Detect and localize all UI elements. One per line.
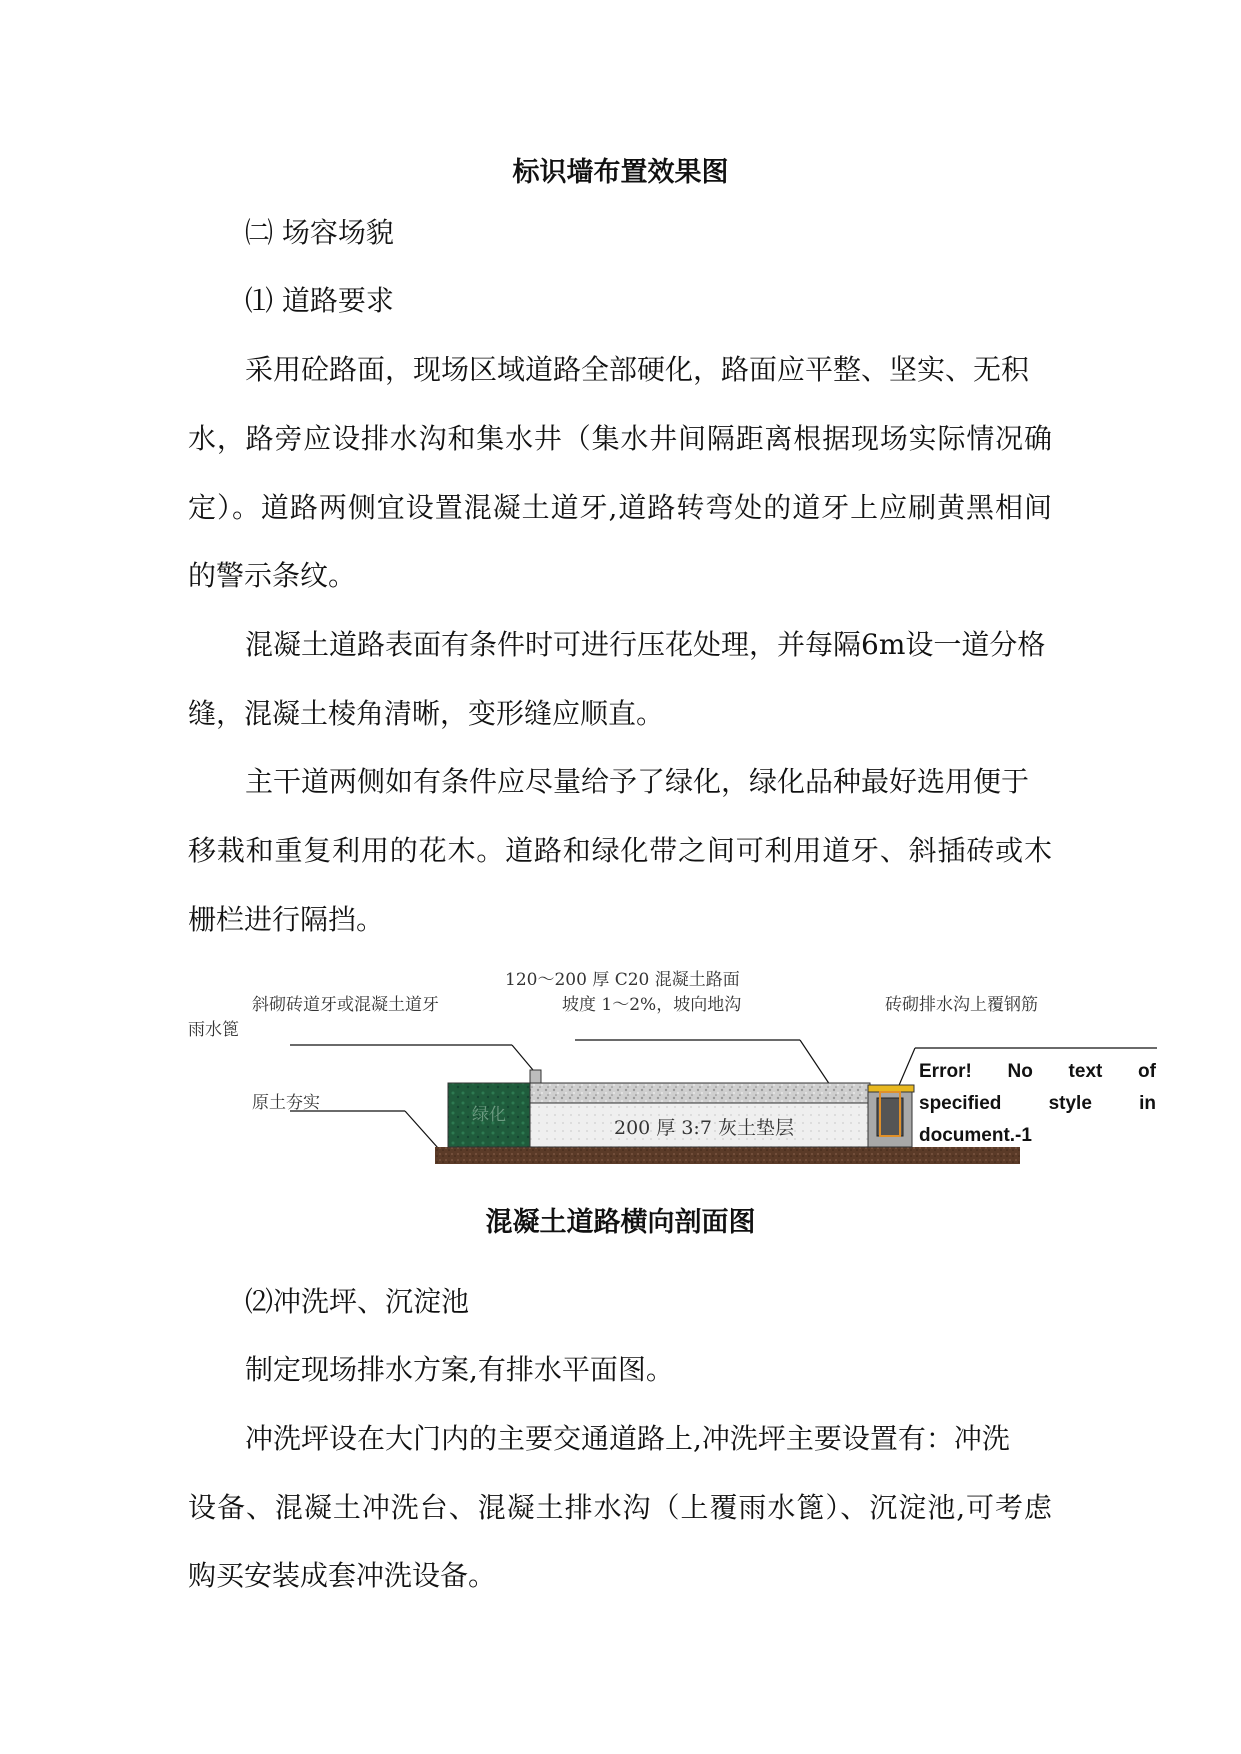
label-green: 绿化 (472, 1105, 506, 1125)
paragraph-line: 主干道两侧如有条件应尽量给予了绿化，绿化品种最好选用便于 (245, 765, 1030, 798)
figure-caption-road-section: 混凝土道路横向剖面图 (485, 1207, 756, 1238)
rain-grate (868, 1085, 914, 1092)
paragraph-line: 栅栏进行隔挡。 (188, 903, 385, 936)
paragraph-line: 采用砼路面，现场区域道路全部硬化，路面应平整、坚实、无积 (245, 353, 1030, 386)
soil-layer (435, 1147, 1020, 1164)
label-slope: 坡度 1～2%，坡向地沟 (562, 995, 742, 1015)
paragraph-line: 冲洗坪设在大门内的主要交通道路上,冲洗坪主要设置有：冲洗 (245, 1422, 1010, 1455)
subsection-heading-wash: ⑵冲洗坪、沉淀池 (245, 1285, 470, 1318)
label-curb: 斜砌砖道牙或混凝土道牙 (252, 995, 439, 1015)
paragraph-line: 缝，混凝土棱角清晰，变形缝应顺直。 (188, 697, 665, 730)
paragraph-line: 水，路旁应设排水沟和集水井（集水井间隔距离根据现场实际情况确 (188, 422, 1052, 455)
paragraph-line: 移栽和重复利用的花木。道路和绿化带之间可利用道牙、斜插砖或木 (188, 834, 1052, 867)
paragraph-line: 定）。道路两侧宜设置混凝土道牙,道路转弯处的道牙上应刷黄黑相间 (188, 491, 1052, 524)
concrete-pavement (530, 1083, 870, 1103)
paragraph-line: 混凝土道路表面有条件时可进行压花处理，并每隔6m设一道分格 (245, 628, 1046, 661)
label-pavement: 120～200 厚 C20 混凝土路面 (505, 970, 740, 990)
paragraph-line: 购买安装成套冲洗设备。 (188, 1559, 497, 1592)
label-grate: 雨水篦 (188, 1020, 239, 1040)
error-text-line: specified style in (919, 1093, 1156, 1114)
paragraph-line: 制定现场排水方案,有排水平面图。 (245, 1353, 674, 1386)
figure-caption-sign-wall: 标识墙布置效果图 (512, 157, 729, 188)
error-text-line: Error! No text of (919, 1061, 1156, 1082)
paragraph-line: 设备、混凝土冲洗台、混凝土排水沟（上覆雨水篦）、沉淀池,可考虑 (188, 1491, 1052, 1524)
label-base: 200 厚 3:7 灰土垫层 (614, 1117, 794, 1139)
section-heading: ㈡ 场容场貌 (245, 216, 394, 249)
subsection-heading-road: ⑴ 道路要求 (245, 284, 394, 317)
paragraph-line: 的警示条纹。 (188, 559, 357, 592)
label-drain: 砖砌排水沟上覆钢筋 (885, 995, 1038, 1015)
label-soil: 原土夯实 (252, 1093, 320, 1113)
error-text-line: document.-1 (919, 1125, 1032, 1146)
